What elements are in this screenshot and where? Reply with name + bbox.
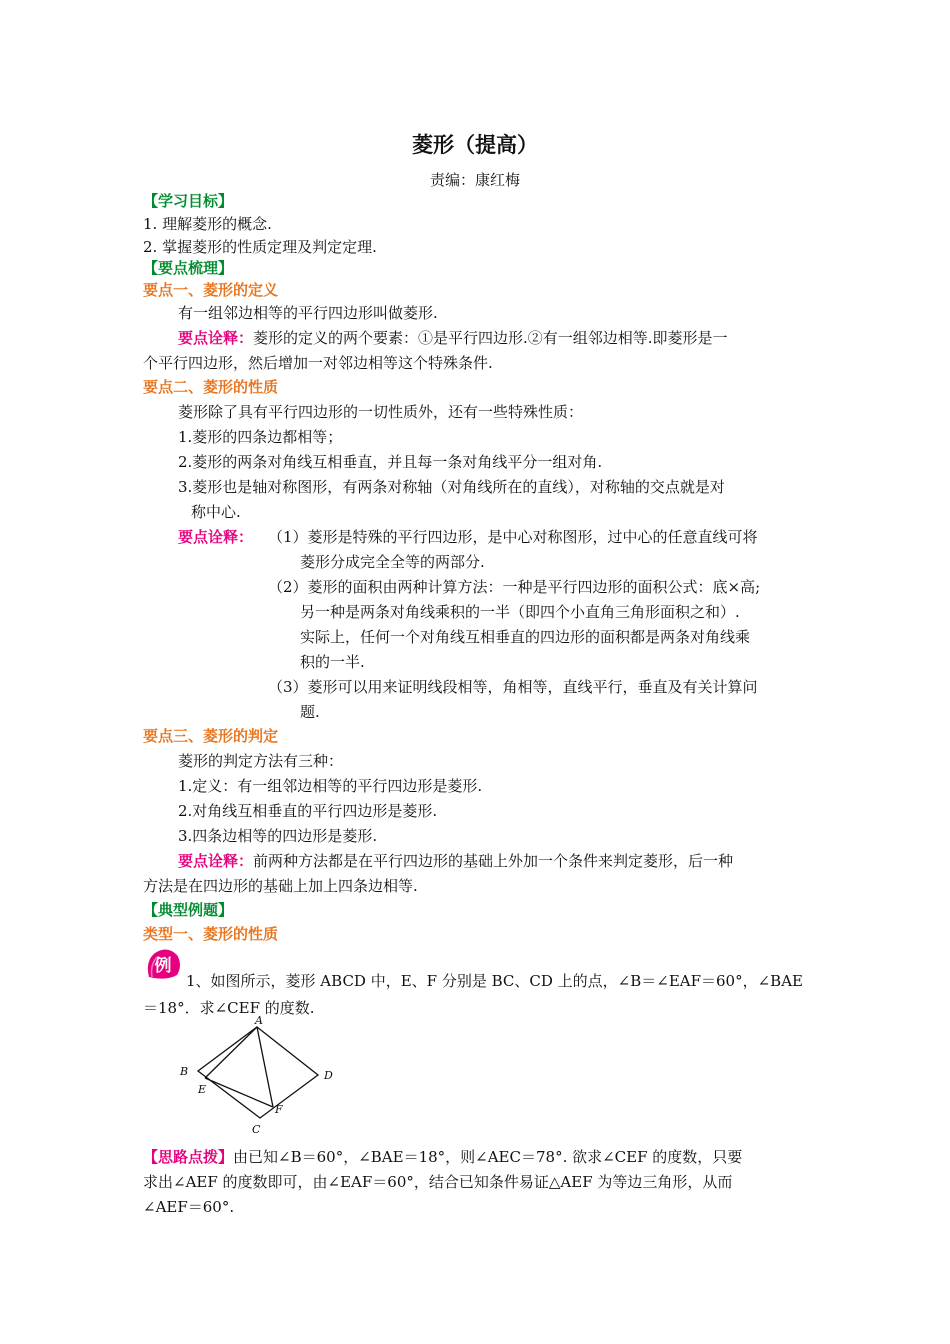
point-3-item-1: 1.定义：有一组邻边相等的平行四边形是菱形. — [178, 777, 483, 795]
point-1-note-line-1 — [178, 328, 728, 348]
segment-ae — [205, 1027, 257, 1078]
goal-1: 1. 理解菱形的概念. — [143, 215, 272, 233]
label-f: F — [275, 1103, 283, 1116]
hint-line-1 — [143, 1147, 742, 1167]
note-label: 要点诠释： — [178, 329, 254, 347]
note-text: 前两种方法都是在平行四边形的基础上外加一个条件来判定菱形，后一种 — [253, 852, 734, 870]
point-1-definition: 有一组邻边相等的平行四边形叫做菱形. — [178, 304, 438, 322]
section-goals: 【学习目标】 — [143, 192, 234, 210]
rhombus-figure — [172, 1013, 347, 1135]
goal-2: 2. 掌握菱形的性质定理及判定定理. — [143, 238, 377, 256]
point-2-note-2-line-4: 积的一半. — [300, 653, 365, 671]
section-key-points: 【要点梳理】 — [143, 259, 234, 277]
point-3-note-line-2: 方法是在四边形的基础上加上四条边相等. — [143, 877, 418, 895]
example-1-line-1: 1、如图所示，菱形 ABCD 中，E、F 分别是 BC、CD 上的点，∠B＝∠EAF＝60°，∠BAE — [186, 972, 803, 990]
point-2-note-2-line-3: 实际上，任何一个对角线互相垂直的四边形的面积都是两条对角线乘 — [300, 628, 751, 646]
point-3-item-2: 2.对角线互相垂直的平行四边形是菱形. — [178, 802, 438, 820]
point-3-item-3: 3.四条边相等的四边形是菱形. — [178, 827, 378, 845]
hint-label: 【思路点拨】 — [143, 1148, 234, 1166]
label-a: A — [255, 1014, 263, 1027]
label-d: D — [324, 1069, 333, 1082]
hint-text: 由已知∠B＝60°，∠BAE＝18°，则∠AEC＝78°. 欲求∠CEF 的度数，只要 — [233, 1148, 743, 1166]
point-2-item-3-line-1: 3.菱形也是轴对称图形，有两条对称轴（对角线所在的直线），对称轴的交点就是对 — [178, 478, 725, 496]
note-label: 要点诠释： — [178, 852, 254, 870]
segment-af — [257, 1027, 273, 1107]
point-2-item-2: 2.菱形的两条对角线互相垂直，并且每一条对角线平分一组对角. — [178, 453, 603, 471]
point-2-note-2-line-1: （2）菱形的面积由两种计算方法：一种是平行四边形的面积公式：底×高; — [268, 578, 761, 596]
label-e: E — [198, 1083, 207, 1096]
rhombus-abcd — [198, 1027, 318, 1118]
hint-line-2: 求出∠AEF 的度数即可，由∠EAF＝60°，结合已知条件易证△AEF 为等边三角形，从而 — [143, 1173, 733, 1191]
label-c: C — [252, 1123, 261, 1135]
point-2-item-3-line-2: 称中心. — [191, 503, 241, 521]
point-2-item-1: 1.菱形的四条边都相等； — [178, 428, 343, 446]
point-2-note-3-line-1: （3）菱形可以用来证明线段相等，角相等，直线平行，垂直及有关计算问 — [268, 678, 758, 696]
type-1-heading: 类型一、菱形的性质 — [143, 925, 279, 943]
example-badge-icon — [143, 947, 183, 981]
author-line: 责编：康红梅 — [429, 171, 520, 189]
point-2-note-1-line-1: （1）菱形是特殊的平行四边形，是中心对称图形，过中心的任意直线可将 — [268, 528, 758, 546]
badge-text: 例 — [154, 956, 172, 976]
point-2-note-label: 要点诠释： — [178, 528, 254, 546]
point-2-heading: 要点二、菱形的性质 — [143, 378, 279, 396]
section-examples: 【典型例题】 — [143, 901, 234, 919]
point-3-intro: 菱形的判定方法有三种： — [178, 752, 344, 770]
point-2-note-3-line-2: 题. — [300, 703, 320, 721]
point-3-heading: 要点三、菱形的判定 — [143, 727, 279, 745]
label-b: B — [180, 1065, 189, 1078]
note-text: 菱形的定义的两个要素：①是平行四边形.②有一组邻边相等.即菱形是一 — [253, 329, 728, 347]
example-1-line-2: ＝18°．求∠CEF 的度数. — [143, 999, 315, 1017]
point-2-intro: 菱形除了具有平行四边形的一切性质外，还有一些特殊性质： — [178, 403, 584, 421]
page-title: 菱形（提高） — [412, 133, 538, 157]
point-2-note-2-line-2: 另一种是两条对角线乘积的一半（即四个小直角三角形面积之和）. — [300, 603, 740, 621]
point-2-note-1-line-2: 菱形分成完全全等的两部分. — [300, 553, 485, 571]
point-1-heading: 要点一、菱形的定义 — [143, 281, 279, 299]
point-3-note-line-1 — [178, 851, 733, 871]
point-1-note-line-2: 个平行四边形，然后增加一对邻边相等这个特殊条件. — [143, 354, 493, 372]
hint-line-3: ∠AEF＝60°. — [143, 1198, 235, 1216]
